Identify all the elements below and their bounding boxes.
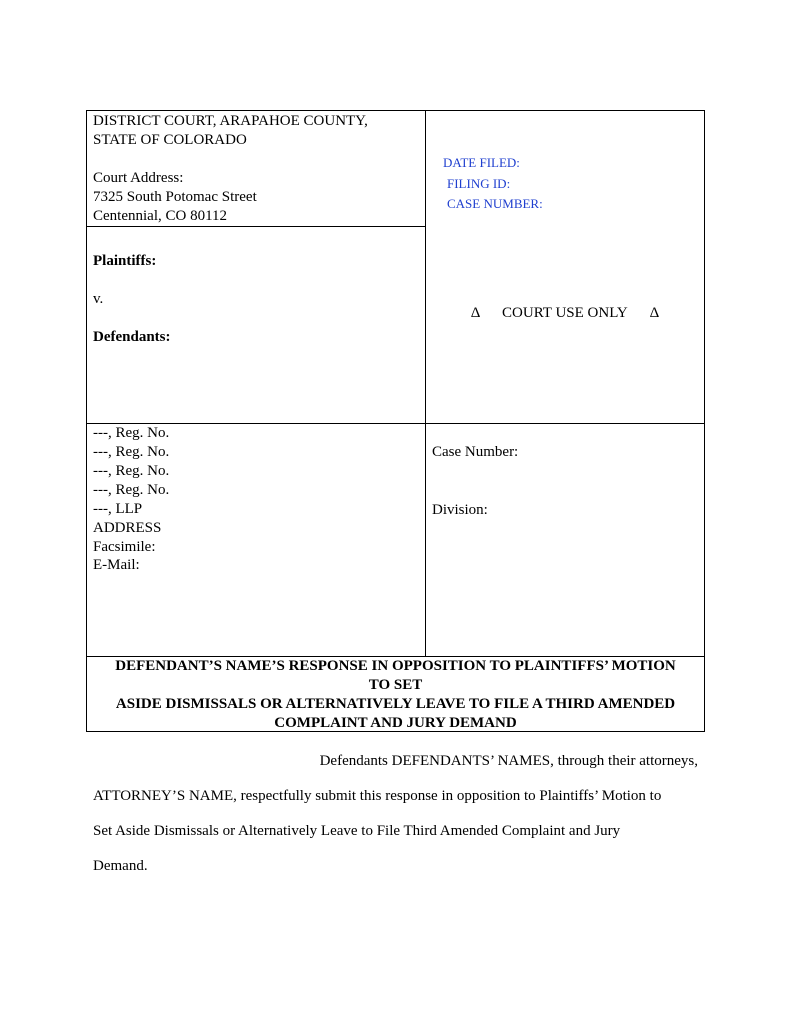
body-line3: Set Aside Dismissals or Alternatively Leave to File Third Amended Complaint and Jury	[93, 823, 621, 839]
body-paragraph	[93, 744, 698, 884]
attorney-line: ---, Reg. No.	[93, 425, 170, 441]
email-label: E-Mail:	[93, 557, 140, 573]
court-use-label: COURT USE ONLY	[502, 305, 628, 321]
document-title	[87, 656, 704, 733]
attorney-block	[93, 424, 169, 538]
attorney-contact-block	[93, 538, 156, 574]
versus-label: v.	[93, 291, 104, 307]
title-line4: COMPLAINT AND JURY DEMAND	[274, 715, 517, 731]
caption-divider-vertical	[425, 111, 426, 656]
title-line3: ASIDE DISMISSALS OR ALTERNATIVELY LEAVE TO FILE A THIRD AMENDED	[115, 696, 676, 712]
body-line1: Defendants DEFENDANTS’ NAMES, through their attorneys,	[319, 753, 698, 769]
attorney-line: ---, LLP	[93, 501, 143, 517]
attorney-line: ADDRESS	[93, 520, 162, 536]
parties-block	[93, 252, 171, 347]
attorney-line: ---, Reg. No.	[93, 444, 170, 460]
division-label: Division:	[432, 502, 488, 518]
case-number-label: Case Number:	[432, 444, 519, 460]
caption-divider-parties	[87, 423, 704, 424]
delta-left-icon: Δ	[470, 305, 480, 321]
caption-table	[86, 110, 705, 732]
court-name-line2: STATE OF COLORADO	[93, 132, 247, 148]
title-line1: DEFENDANT’S NAME’S RESPONSE IN OPPOSITION TO PLAINTIFFS’ MOTION	[115, 658, 676, 674]
caption-divider-court	[87, 226, 425, 227]
court-address-label: Court Address:	[93, 170, 184, 186]
facsimile-label: Facsimile:	[93, 539, 156, 555]
body-line2: ATTORNEY’S NAME, respectfully submit this response in opposition to Plaintiffs’ Motion to	[93, 788, 662, 804]
court-street: 7325 South Potomac Street	[93, 189, 257, 205]
filing-id: FILING ID:	[447, 176, 511, 191]
attorney-line: ---, Reg. No.	[93, 482, 170, 498]
court-use-only	[426, 305, 704, 322]
defendants-label: Defendants:	[93, 329, 171, 345]
court-city: Centennial, CO 80112	[93, 208, 228, 224]
attorney-line: ---, Reg. No.	[93, 463, 170, 479]
title-line2: TO SET	[368, 677, 423, 693]
plaintiffs-label: Plaintiffs:	[93, 253, 157, 269]
court-name-line1: DISTRICT COURT, ARAPAHOE COUNTY,	[93, 113, 368, 129]
date-filed: DATE FILED:	[443, 155, 520, 170]
body-line4: Demand.	[93, 858, 148, 874]
delta-right-icon: Δ	[649, 305, 660, 321]
case-number-stamp: CASE NUMBER:	[447, 196, 543, 211]
court-block	[93, 112, 368, 226]
